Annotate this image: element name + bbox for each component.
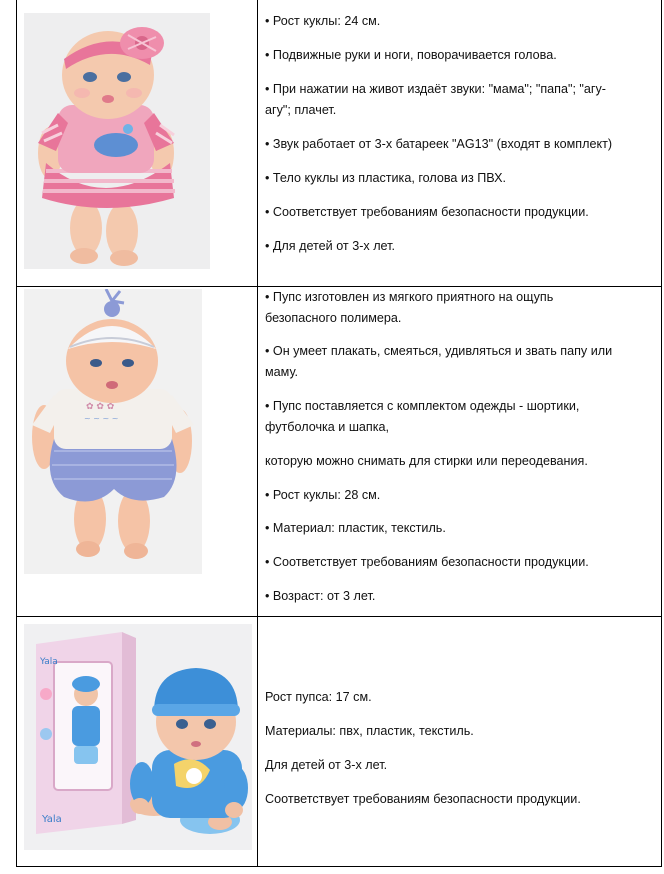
description-line: • Пупс поставляется с комплектом одежды - шортики, bbox=[265, 399, 580, 413]
description-line: • Рост куклы: 28 см. bbox=[265, 488, 381, 502]
description-line: • Подвижные руки и ноги, поворачивается голова. bbox=[265, 48, 557, 62]
description-line: Материалы: пвх, пластик, текстиль. bbox=[265, 724, 474, 738]
description-line: • Для детей от 3-х лет. bbox=[265, 239, 395, 253]
description-line: которую можно снимать для стирки или переодевания. bbox=[265, 454, 588, 468]
description-line: агу"; плачет. bbox=[265, 103, 337, 117]
product-photo bbox=[24, 13, 210, 269]
cell-divider bbox=[257, 287, 258, 617]
description-line: • Соответствует требованиям безопасности продукции. bbox=[265, 555, 589, 569]
product-table bbox=[16, 0, 662, 867]
description-line: • Соответствует требованиям безопасности продукции. bbox=[265, 205, 589, 219]
product-photo bbox=[24, 289, 202, 574]
description-line: • При нажатии на живот издаёт звуки: "мама"; "папа"; "агу- bbox=[265, 82, 606, 96]
description-line: Соответствует требованиям безопасности продукции. bbox=[265, 792, 581, 806]
svg-text:Yala: Yala bbox=[42, 814, 62, 825]
description-line: • Рост куклы: 24 см. bbox=[265, 14, 381, 28]
cell-divider bbox=[257, 617, 258, 867]
description-line: безопасного полимера. bbox=[265, 311, 402, 325]
image-cell bbox=[17, 287, 257, 617]
description-line: • Он умеет плакать, смеяться, удивляться и звать папу или bbox=[265, 344, 613, 358]
description-line: • Материал: пластик, текстиль. bbox=[265, 521, 446, 535]
table-row bbox=[17, 286, 661, 617]
svg-text:✿ ✿ ✿: ✿ ✿ ✿ bbox=[86, 402, 115, 412]
image-cell bbox=[17, 0, 257, 286]
cell-divider bbox=[257, 0, 258, 286]
description-line: маму. bbox=[265, 365, 298, 379]
description-line: • Тело куклы из пластика, голова из ПВХ. bbox=[265, 171, 507, 185]
description-line: • Возраст: от 3 лет. bbox=[265, 589, 376, 603]
table-row bbox=[17, 616, 661, 867]
svg-text:Yala: Yala bbox=[40, 657, 58, 667]
baby-doll-pink-outfit-icon bbox=[24, 13, 210, 269]
description-cell bbox=[265, 617, 657, 867]
description-line: • Звук работает от 3-х батареек "AG13" (входят в комплект) bbox=[265, 137, 613, 151]
table-row bbox=[17, 0, 661, 286]
image-cell bbox=[17, 617, 257, 867]
baby-doll-blue-shorts-icon bbox=[24, 289, 202, 574]
description-cell bbox=[265, 0, 657, 286]
description-line: Для детей от 3-х лет. bbox=[265, 758, 388, 772]
description-cell bbox=[265, 287, 657, 617]
product-photo bbox=[24, 624, 252, 850]
baby-doll-blue-box-icon bbox=[24, 624, 252, 850]
description-line: футболочка и шапка, bbox=[265, 420, 390, 434]
svg-text:~ ~ ~ ~: ~ ~ ~ ~ bbox=[84, 414, 119, 423]
description-line: Рост пупса: 17 см. bbox=[265, 690, 372, 704]
description-line: • Пупс изготовлен из мягкого приятного на ощупь bbox=[265, 290, 554, 304]
